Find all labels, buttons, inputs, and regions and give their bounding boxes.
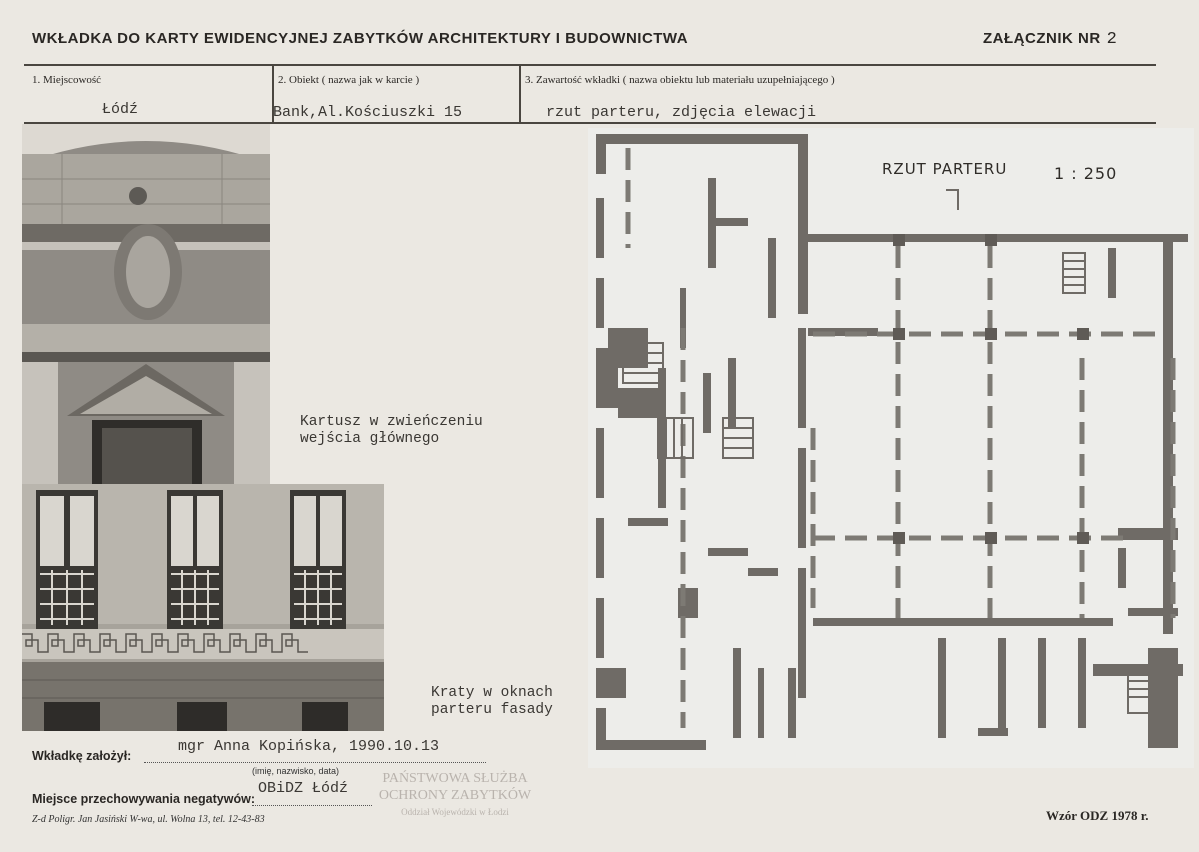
storage-label: Miejsce przechowywania negatywów: (32, 792, 255, 806)
field-divider-2 (519, 64, 521, 122)
stamp-line-2: OCHRONY ZABYTKÓW (378, 788, 532, 803)
field-row-top-rule (24, 64, 1156, 66)
photo-window-grilles (22, 484, 384, 731)
author-label: Wkładkę założył: (32, 749, 132, 763)
institution-stamp (370, 770, 540, 821)
storage-dotted-line (252, 805, 372, 806)
caption-grilles-line-1: Kraty w oknach (431, 685, 553, 701)
floor-plan-drawing (588, 128, 1194, 768)
caption-grilles-line-2: parteru fasady (431, 702, 553, 718)
plan-title: RZUT PARTERU (882, 160, 1008, 178)
author-dotted-line (144, 762, 486, 763)
object-label: 2. Obiekt ( nazwa jak w karcie ) (278, 74, 420, 86)
caption-cartouche (300, 414, 483, 448)
contents-value: rzut parteru, zdjęcia elewacji (546, 104, 817, 121)
attachment-label: ZAŁĄCZNIK NR (983, 30, 1101, 47)
cartouche-photo-image (22, 124, 270, 486)
locality-label: 1. Miejscowość (32, 74, 102, 86)
attachment-value: 2 (1106, 30, 1118, 49)
caption-cartouche-line-2: wejścia głównego (300, 431, 440, 447)
photo-cartouche (22, 124, 270, 486)
caption-grilles (431, 685, 553, 719)
sheet-title: WKŁADKA DO KARTY EWIDENCYJNEJ ZABYTKÓW ARCHITEKTURY I BUDOWNICTWA (32, 30, 689, 47)
grilles-photo-image (22, 484, 384, 731)
floor-plan-sheet (588, 128, 1194, 768)
form-number: Wzór ODZ 1978 r. (1046, 808, 1149, 823)
printer-imprint: Z-d Poligr. Jan Jasiński W-wa, ul. Wolna 13, tel. 12-43-83 (32, 814, 265, 825)
author-hint: (imię, nazwisko, data) (252, 766, 340, 776)
plan-scale: 1 : 250 (1054, 164, 1118, 183)
contents-label: 3. Zawartość wkładki ( nazwa obiektu lub materiału uzupełniającego ) (525, 74, 835, 86)
object-value: Bank,Al.Kościuszki 15 (273, 104, 463, 121)
stamp-line-1: PAŃSTWOWA SŁUŻBA (382, 771, 528, 786)
storage-value: OBiDZ Łódź (258, 780, 349, 797)
author-value: mgr Anna Kopińska, 1990.10.13 (178, 738, 440, 755)
locality-value: Łódź (102, 101, 139, 118)
stamp-line-3: Oddział Wojewódzki w Łodzi (401, 807, 509, 817)
caption-cartouche-line-1: Kartusz w zwieńczeniu (300, 414, 483, 430)
attachment-number (983, 30, 1117, 49)
